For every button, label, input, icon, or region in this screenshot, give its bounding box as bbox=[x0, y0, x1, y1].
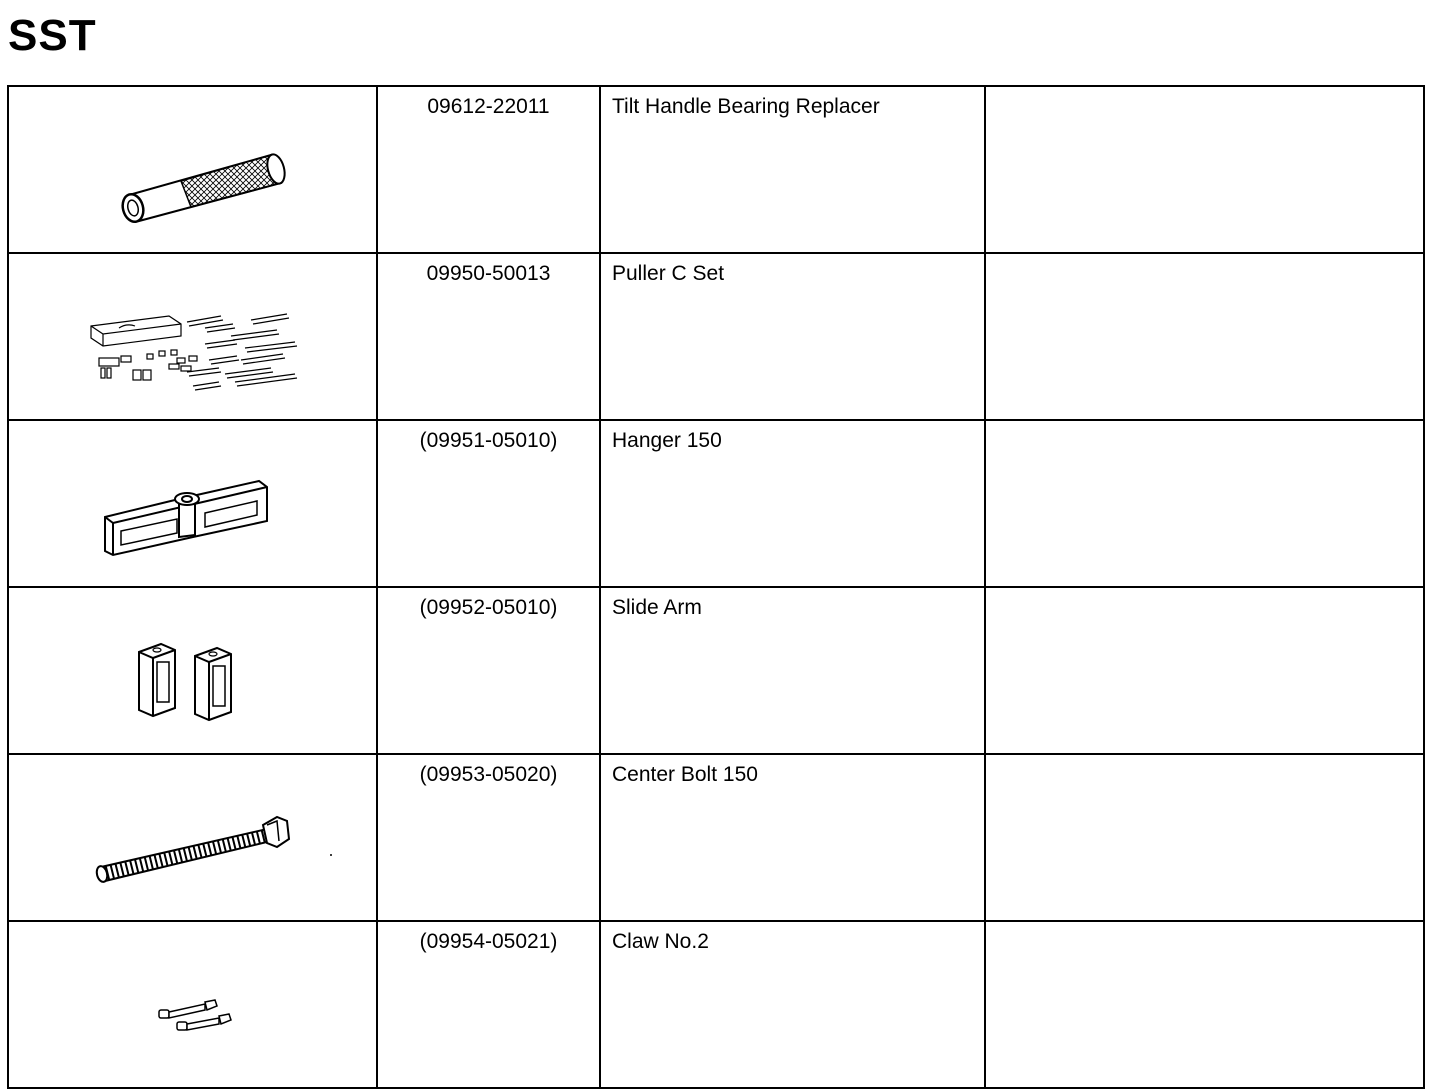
table-row bbox=[8, 420, 1424, 587]
part-name: Center Bolt 150 bbox=[600, 754, 985, 921]
table-row bbox=[8, 754, 1424, 921]
part-name: Puller C Set bbox=[600, 253, 985, 420]
table-row bbox=[8, 587, 1424, 754]
part-name: Claw No.2 bbox=[600, 921, 985, 1088]
tool-image-cell bbox=[8, 86, 377, 253]
note-cell bbox=[985, 420, 1424, 587]
bearing-replacer-icon bbox=[9, 87, 378, 244]
part-number: (09951-05010) bbox=[377, 420, 600, 587]
note-cell bbox=[985, 754, 1424, 921]
table-row bbox=[8, 253, 1424, 420]
claw-icon bbox=[9, 922, 378, 1079]
part-number: (09953-05020) bbox=[377, 754, 600, 921]
tool-image-cell bbox=[8, 253, 377, 420]
table-row bbox=[8, 921, 1424, 1088]
part-name: Hanger 150 bbox=[600, 420, 985, 587]
tool-image-cell bbox=[8, 587, 377, 754]
part-number: 09950-50013 bbox=[377, 253, 600, 420]
part-name: Tilt Handle Bearing Replacer bbox=[600, 86, 985, 253]
note-cell bbox=[985, 587, 1424, 754]
part-number: (09952-05010) bbox=[377, 587, 600, 754]
note-cell bbox=[985, 921, 1424, 1088]
part-name: Slide Arm bbox=[600, 587, 985, 754]
part-number: 09612-22011 bbox=[377, 86, 600, 253]
sst-table bbox=[7, 85, 1425, 1089]
puller-set-icon bbox=[9, 254, 378, 411]
page-title: SST bbox=[8, 11, 97, 60]
tool-image-cell bbox=[8, 420, 377, 587]
tool-image-cell bbox=[8, 754, 377, 921]
tool-image-cell bbox=[8, 921, 377, 1088]
part-number: (09954-05021) bbox=[377, 921, 600, 1088]
hanger-icon bbox=[9, 421, 378, 578]
table-row bbox=[8, 86, 1424, 253]
slide-arm-icon bbox=[9, 588, 378, 745]
note-cell bbox=[985, 86, 1424, 253]
note-cell bbox=[985, 253, 1424, 420]
center-bolt-icon bbox=[9, 755, 378, 912]
